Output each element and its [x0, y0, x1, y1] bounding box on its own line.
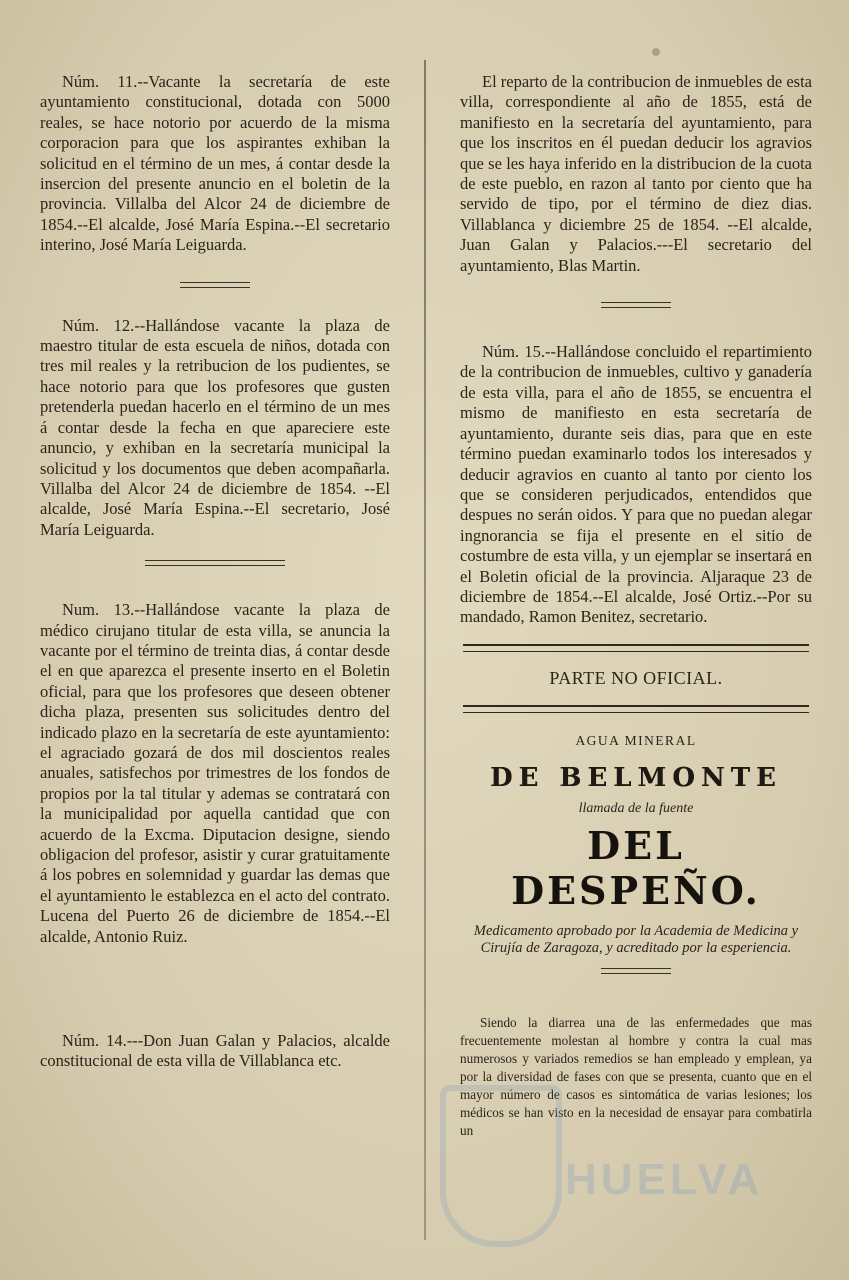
left-column — [40, 72, 390, 1072]
ad-body: Siendo la diarrea una de las enfermedades que mas frecuentemente molestan al hombre y contra la cual mas numerosos y variados remedios se han empleado y emplean, ya por la diversidad de fases con que se presenta, cuanto que en el mayor número de casos es sintomática de varias lesiones; los médicos se han visto en la necesidad de ensayar para combatirla un — [460, 1014, 812, 1138]
ad-title-despeno: DEL DESPEÑO. — [511, 822, 761, 913]
ink-spot — [652, 48, 660, 56]
notice-11: Núm. 11.--Vacante la secretaría de este ayuntamiento constitucional, dotada con 5000 reales, se hace notorio por acuerdo de la misma corporacion para que los aspirantes exhiban la solicitud en el término de un mes, á contar desde la insercion del presente anuncio en el boletin de la provincia. Villalba del Alcor 24 de diciembre de 1854.--El alcalde, José María Espina.--El secretario interino, José María Leiguarda. — [40, 72, 390, 255]
section-rule — [463, 705, 809, 713]
notice-reparto: El reparto de la contribucion de inmuebles de esta villa, correspondiente al año de 1855, está de manifiesto en la secretaría del ayuntamiento, para que los inscritos en él puedan deducir los agravios que se les haya inferido en la distribucion de la cuota de este pueblo, en razon al tanto por ciento que ha servido de tipo, por el término de diez dias. Villablanca y diciembre 25 de 1854. --El alcalde, Juan Galan y Palacios.---El secretario del ayuntamiento, Blas Martin. — [460, 72, 812, 275]
watermark-text: HUELVA — [565, 1155, 764, 1204]
notice-13: Num. 13.--Hallándose vacante la plaza de médico cirujano titular de esta villa, se anuncia la vacante por el término de treinta dias, á contar desde el en que aparezca el presente inserto en el Boletin oficial, para que los profesores que deseen obtener dicha plaza, presenten sus solicitudes dentro del indicado plazo en la secretaría de este ayuntamiento: el agraciado gozará de dos mil doscientos reales anuales, satisfechos por trimestres de los fondos de propios por la tal titular y ademas se contratará con la municipalidad por aquella cantidad que con acuerdo de la Excma. Diputacion designe, siendo obligacion del profesor, asistir y curar gratuitamente á los pobres en solemnidad y guardar las demas que el ayuntamiento le establezca en el acto del contrato. Lucena del Puerto 26 de diciembre de 1854.--El alcalde, Antonio Ruiz. — [40, 600, 390, 946]
library-watermark — [440, 1075, 770, 1265]
shield-icon — [440, 1085, 562, 1247]
notice-12: Núm. 12.--Hallándose vacante la plaza de maestro titular de esta escuela de niños, dotada con tres mil reales y la retribucion de los pudientes, se hace notorio para que los profesores que gusten pretenderla puedan hacerlo en el término de un mes á contar desde la fecha en que apareciere este anuncio, y exhiban en la secretaría municipal la solicitud y los documentos que deben acompañarla. Villalba del Alcor 24 de diciembre de 1854. --El alcalde, José María Espina.--El secretario, José María Leiguarda. — [40, 315, 390, 539]
notice-15: Núm. 15.--Hallándose concluido el repartimiento de la contribucion de inmuebles, cultivo y ganadería de esta villa, para el año de 1855, se encuentra el mismo de manifiesto en esta secretaría de ayuntamiento, durante seis dias, para que en este término puedan examinarlo todos los interesados y deducir agravios en cuanto al tanto por ciento los que se consideren perjudicados, entendidos que despues no serán oidos. Y para que no puedan alegar ingnorancia se fija el presente en el sitio de costumbre de esta villa, y un ejemplar se insertará en el Boletin oficial de la provincia. Aljaraque 23 de diciembre de 1854.--El alcalde, José Ortiz.--Por su mandado, Ramon Benitez, secretario. — [460, 342, 812, 627]
ad-title-belmonte: DE BELMONTE — [490, 762, 782, 793]
section-heading: PARTE NO OFICIAL. — [549, 667, 723, 688]
ad-tagline: Medicamento aprobado por la Academia de Medicina y Cirujía de Zaragoza, y acreditado por la esperiencia. — [473, 922, 799, 957]
section-rule — [463, 644, 809, 652]
right-column — [460, 72, 812, 1140]
ad-title-agua: AGUA MINERAL — [575, 732, 697, 748]
ad-subtitle: llamada de la fuente — [578, 800, 694, 816]
notice-14: Núm. 14.---Don Juan Galan y Palacios, alcalde constitucional de esta villa de Villablanca etc. — [40, 1031, 390, 1071]
column-divider — [424, 60, 426, 1240]
